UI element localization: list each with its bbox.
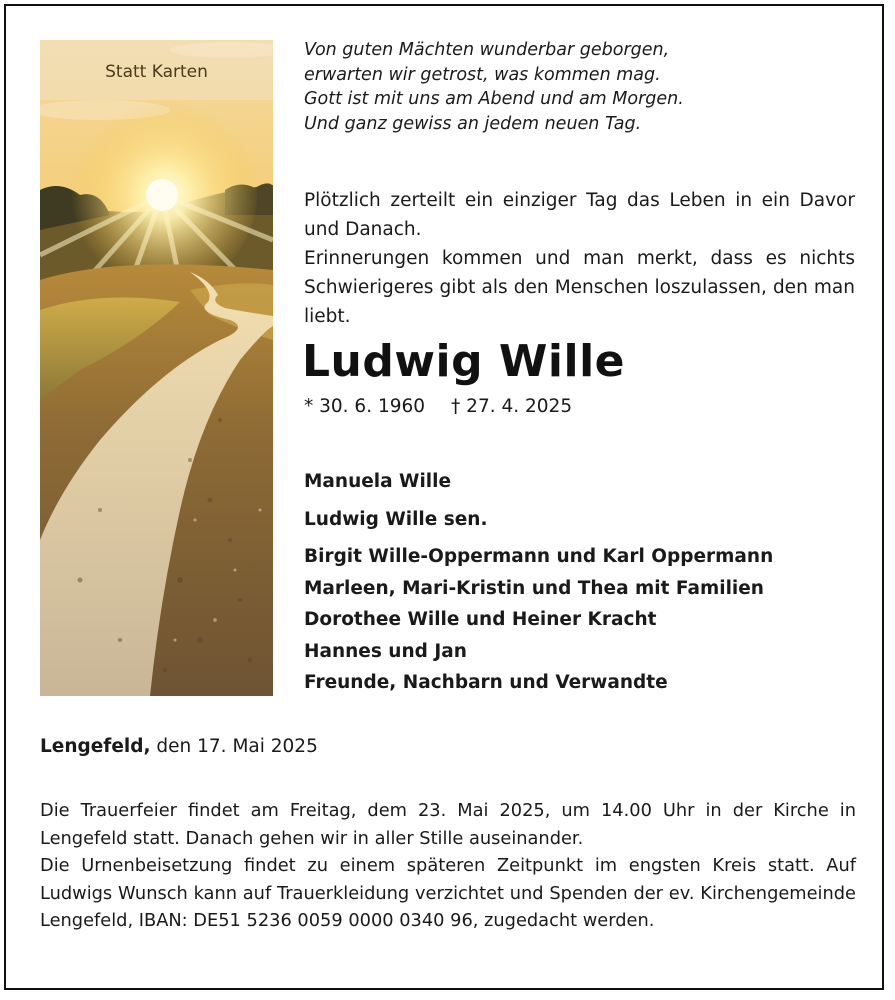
poem-line: erwarten wir getrost, was kommen mag. bbox=[304, 64, 661, 85]
sunset-path-illustration bbox=[40, 40, 273, 696]
poem bbox=[304, 38, 864, 136]
death-date: † 27. 4. 2025 bbox=[451, 396, 573, 417]
poem-line: Und ganz gewiss an jedem neuen Tag. bbox=[304, 113, 642, 134]
mourners-list bbox=[304, 466, 773, 699]
place: Lengefeld, bbox=[40, 736, 151, 757]
poem-line: Gott ist mit uns am Abend und am Morgen. bbox=[304, 89, 684, 109]
mourner: Manuela Wille bbox=[304, 471, 452, 492]
mourner: Hannes und Jan bbox=[304, 640, 467, 662]
details-paragraph: Die Urnenbeisetzung findet zu einem späteren Zeitpunkt im engsten Kreis statt. Auf Ludwigs Wunsch kann auf Trauerkleidung verzichtet und Spenden der ev. Kirchengemeinde Lengefeld, IBAN: DE51 5236 0059 0000 0340 96, zugedacht werden. bbox=[40, 855, 856, 931]
deceased-name: Ludwig Wille bbox=[302, 336, 626, 387]
mourner: Freunde, Nachbarn und Verwandte bbox=[304, 672, 668, 693]
intro-paragraph: Erinnerungen kommen und man merkt, dass es nichts Schwierigeres gibt als den Menschen loszulassen, den man liebt. bbox=[304, 248, 855, 327]
poem-line: Von guten Mächten wunderbar geborgen, bbox=[304, 40, 670, 60]
date: den 17. Mai 2025 bbox=[156, 736, 318, 757]
place-and-date bbox=[40, 736, 318, 757]
mourner: Ludwig Wille sen. bbox=[304, 508, 488, 530]
mourner: Dorothee Wille und Heiner Kracht bbox=[304, 609, 657, 630]
details-paragraph: Die Trauerfeier findet am Freitag, dem 23. Mai 2025, um 14.00 Uhr in der Kirche in Lengefeld statt. Danach gehen wir in aller Stille auseinander. bbox=[40, 800, 856, 849]
life-dates bbox=[304, 396, 572, 417]
image-caption: Statt Karten bbox=[105, 62, 208, 82]
mourner: Marleen, Mari-Kristin und Thea mit Familien bbox=[304, 577, 764, 599]
mourner: Birgit Wille-Oppermann und Karl Oppermann bbox=[304, 546, 774, 567]
funeral-details bbox=[40, 797, 856, 935]
intro-text bbox=[304, 186, 855, 331]
sunset-path-image bbox=[40, 40, 273, 696]
intro-paragraph: Plötzlich zerteilt ein einziger Tag das Leben in ein Davor und Danach. bbox=[304, 190, 855, 240]
birth-date: * 30. 6. 1960 bbox=[304, 396, 426, 417]
